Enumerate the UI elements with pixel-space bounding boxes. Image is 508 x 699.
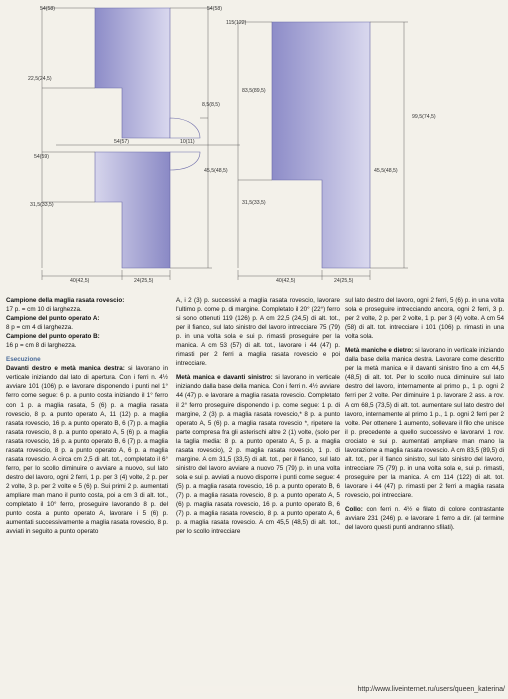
- label-notch: 8,5(8,5): [202, 102, 220, 108]
- heading-collar: Collo:: [345, 506, 363, 514]
- label-mid-center: 10(11): [180, 139, 195, 145]
- label-bottom-right: 24(25,5): [134, 278, 154, 284]
- label-right-lower: 45,5(48,5): [204, 168, 228, 174]
- sample-1-text: 17 p. = cm 10 di larghezza.: [6, 306, 82, 314]
- sleeve-front-left-text: si lavorano in verticale iniziando dalla base della manica. Con i ferri n. 4½ avviare 44 (47) p. e lavorare a maglia rasata rovescio. Completato il 2° ferro proseguire disponendo i p. come segue: 1 p. di margine, 2 (3) p. a maglia rasata rovescio,* 8 p. a punto operato A, 5 (6) p. a maglia rasata rovescio *, ripetere la parte compresa fra gli asterischi altre 2 (1) volte, (solo per la taglia media: 8 p. a punto operato A, 5 p. a maglia rasata rovescio), 2 p. maglia rasata rovescio, 1 p. di margine. A cm 31,5 (33,5) di alt. tot., per il fianco, sul lato sinistro del lavoro avviare a nuovo 75 (79) p. in una volta sola e sui p. avviati a nuovo disporre i punti come segue: 4 (5) p. a maglia rasata rovescio, 16 p. a punto operato B, 6 (7) p. a maglia rasata rovescio, 8 p. a punto operato A, 5 (6) p. maglia rasata rovescio, 16 p. a punto operato B, 6 (7) p. a maglia rasata rovescio, 8 p. a punto operato A, 6 p. a maglia rasata rovescio. A cm 45,5 (48,5) di alt. tot., per lo scollo intrecciare: [176, 374, 340, 536]
- label-back-left-lower: 31,5(33,5): [242, 200, 266, 206]
- label-back-bottom-right: 24(25,5): [334, 278, 354, 284]
- sleeves-back-text: si lavorano in verticale iniziando dalla base della manica destra. Lavorare come descritto per la metà manica e il davanti sinistro fino a cm 44,5 (48,5) di alt. tot. Per lo scollo nuca diminuire sul lato destro del lavoro, internamente al primo p., 1 p. ogni 2 ferri per 2 volte. Per diminuire 1 p. lavorare 2 ass. a rov. A cm 68,5 (73,5) di alt. tot. aumentare sul lato destro del lavoro, internamente al primo 1 p., 1 p. ogni 2 ferri per 2 volte. Per ottenere 1 aumento, sollevare il filo che unisce il p. precedente a quello successivo e lavorarvi 1 rov. crociato e sui p. aumentati ampliare man mano la lavorazione a maglia rasata rovescio. A cm 83,5 (89,5) di alt. tot., per il fianco sinistro, sul lato sinistro del lavoro, intrecciare 75 (79) p. in una volta sola e, sui p. rimasti, proseguire per la manica. A cm 114 (122) di alt. tot. lavorare i 44 (47) p. rimasti per 2 ferri a maglia rasata rovescio, poi intrecciare.: [345, 347, 505, 499]
- label-mid-left: 54(57): [114, 139, 129, 145]
- label-top-left: 54(58): [40, 6, 55, 12]
- heading-sleeve-front-left: Metà manica e davanti sinistro:: [176, 374, 273, 382]
- heading-front-right: Davanti destro e metà manica destra:: [6, 365, 125, 373]
- text-column-2: [176, 296, 340, 536]
- text-column-1: [6, 296, 168, 536]
- label-left-upper: 22,5(24,5): [28, 76, 52, 82]
- heading-stitch-sample-2: Campione del punto operato A:: [6, 315, 100, 323]
- label-back-right-full: 99,5(74,5): [412, 114, 436, 120]
- label-bottom-left: 40(42,5): [70, 278, 90, 284]
- collar-text: con ferri n. 4½ e filato di colore contrastante avviare 231 (246) p. e lavorare 1 ferro a dir. (al termine del lavoro questi punti andranno sfilati).: [345, 506, 505, 532]
- neck-curve-top: [170, 118, 200, 138]
- front-right-text: si lavorano in verticale iniziando dal lato di apertura. Con i ferri n. 4½ avviare 101 (106) p. e lavorare disponendo i punti nel 1° ferro come segue: 6 p. a punto costa iniziando il 1° ferro con 1 p. a maglia rasata, 5 (6) p. a maglia rasata rovescio, 8 p. a punto operato A, 11 (12) p. a maglia rasata rovescio, 16 p. a punto operato B, 6 (7) p. a maglia rasata rovescio, 8 p. a punto operato A, 5 (6) p. a maglia rasata rovescio, 16 p. a punto operato B, 6 (7) p. a maglia rasata rovescio, 8 p. a punto operato A, 6 p. a maglia rasata rovescio. A circa cm 2,5 di alt. tot., completato il 6° ferro, per lo scollo diminuire o avviare a nuovo, sul lato destro del lavoro, ogni 2 ferri, 1 p. per 3 (4) volte, 2 p. per 2 volte, 3 p. per 2 volte e 5 (6) p. Sui primi 2 p. aumentati ampliare man mano il punto costa, poi a cm 3 di alt. tot., completato il 10° ferro, proseguire lavorando 8 p. del punto costa a punto operato A, lavorare i 5 (6) p. aumentati successivamente a maglia rasata rovescio, 8 p. avviati in seguito a punto operato: [6, 365, 168, 536]
- heading-sleeves-back: Metà maniche e dietro:: [345, 347, 414, 355]
- heading-stitch-sample-3: Campione del punto operato B:: [6, 333, 100, 341]
- label-back-right-lower: 45,5(48,5): [374, 168, 398, 174]
- neck-curve-bottom: [170, 152, 200, 170]
- sample-3-text: 16 p = cm 8 di larghezza.: [6, 342, 77, 350]
- label-back-left-upper: 83,5(89,5): [242, 88, 266, 94]
- heading-stitch-sample-1: Campione della maglia rasata rovescio:: [6, 297, 125, 304]
- label-back-bottom-left: 40(42,5): [276, 278, 296, 284]
- section-heading: Esecuzione: [6, 356, 41, 364]
- label-top-right: 54(58): [207, 6, 222, 12]
- text-column-3: [345, 296, 504, 532]
- label-left-lower: 31,5(33,5): [30, 202, 54, 208]
- front-left-continued: sul lato destro del lavoro, ogni 2 ferri, 5 (6) p. in una volta sola e proseguire intrecciando ancora, ogni 2 ferri, 3 p. per 2 volte, 2 p. per 2 volte, 1 p. per 3 (4) volte. A cm 54 (58) di alt. tot. intrecciare i 101 (106) p. rimasti in una volta sola.: [345, 297, 504, 341]
- label-left-mid: 54(59): [34, 154, 49, 160]
- sample-2-text: 8 p = cm 4 di larghezza.: [6, 324, 74, 332]
- front-left-piece: [95, 152, 170, 268]
- back-piece: [272, 22, 370, 268]
- pattern-schematic: [0, 0, 508, 290]
- watermark-url: http://www.liveinternet.ru/users/queen_katerina/: [180, 686, 505, 693]
- front-right-piece: [95, 8, 170, 138]
- front-right-continued: A, i 2 (3) p. successivi a maglia rasata rovescio, lavorare l'ultimo p. come p. di margine. Completato il 20° (22°) ferro si sono ottenuti 119 (126) p. A cm 22,5 (24,5) di alt. tot., per il fianco, sul lato sinistro del lavoro intrecciare 75 (79) p. in una volta sola e sui p. rimasti proseguire per la manica. A cm 53 (57) di alt. tot., lavorare i 44 (47) p. rimasti per 2 ferri a maglia rasata rovescio e poi intrecciare.: [176, 297, 340, 368]
- label-back-top: 115(122): [226, 20, 247, 26]
